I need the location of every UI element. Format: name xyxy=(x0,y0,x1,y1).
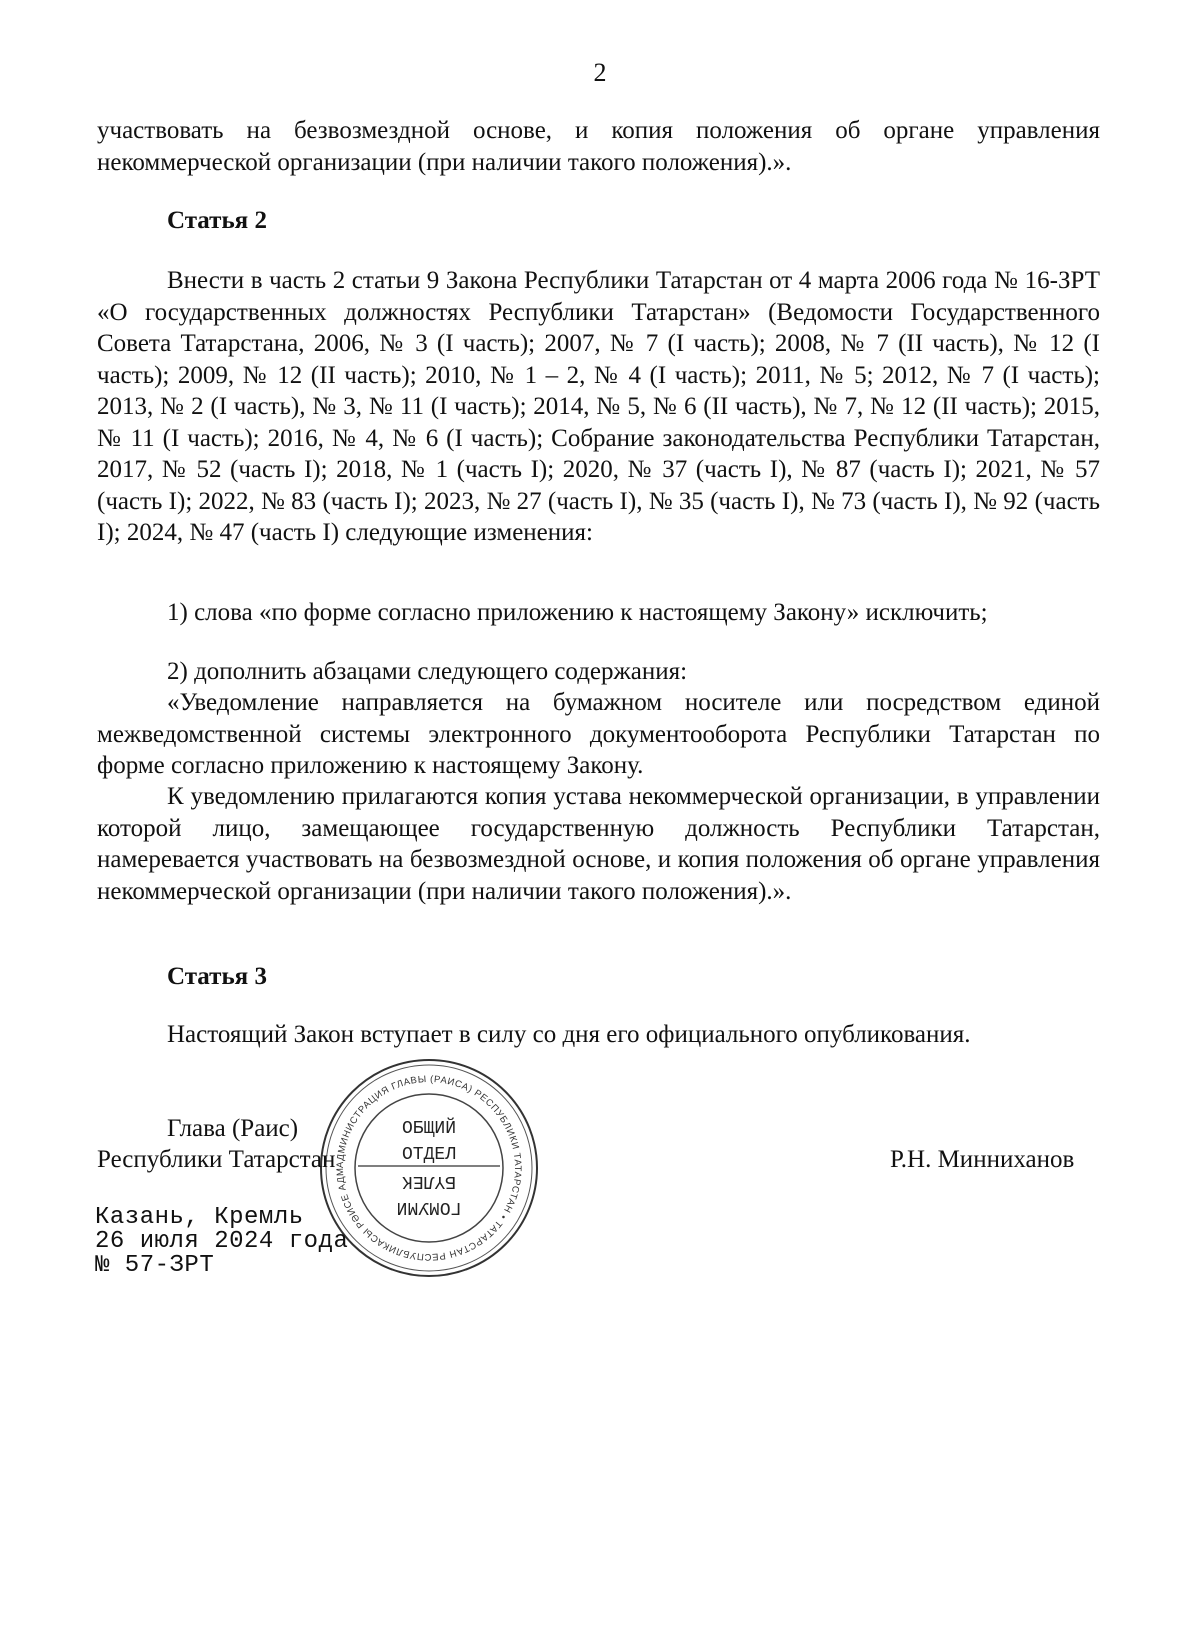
intro-paragraph: участвовать на безвозмездной основе, и копия положения об органе управления некоммерческой организации (при наличии такого положения).». xyxy=(97,117,1100,176)
stamp-law-number: № 57-ЗРТ xyxy=(95,1252,215,1279)
page-number: 2 xyxy=(593,58,607,87)
seal-ring-text: АДМИНИСТРАЦИЯ ГЛАВЫ (РАИСА) РЕСПУБЛИКИ ТАТАРСТАН • ТАТАРСТАН РЕСПУБЛИКАСЫ РӘИСЕ АДМ xyxy=(334,1073,524,1263)
signature-title-line-1: Глава (Раис) xyxy=(167,1115,299,1142)
seal-line-2: ОТДЕЛ xyxy=(401,1145,456,1165)
official-seal xyxy=(318,1057,540,1279)
article-2-quote-2: К уведомлению прилагаются копия устава некоммерческой организации, в управлении которой лицо, замещающее государственную должность Республики Татарстан, намеревается участвовать на безвозмездной основе, и копия положения об органе управления некоммерческой организации (при наличии такого положения).». xyxy=(97,783,1100,905)
article-2-paragraph: Внести в часть 2 статьи 9 Закона Республики Татарстан от 4 марта 2006 года № 16-ЗРТ «О государственных должностях Республики Татарстан» (Ведомости Государственного Совета Татарстана, 2006, № 3 (I часть); 2007, № 7 (I часть); 2008, № 7 (II часть), № 12 (I часть); 2009, № 12 (II часть); 2010, № 1 – 2, № 4 (I часть); 2011, № 5; 2012, № 7 (I часть); 2013, № 2 (I часть), № 3, № 11 (I часть); 2014, № 5, № 6 (II часть), № 7, № 12 (II часть); 2015, № 11 (I часть); 2016, № 4, № 6 (I часть); Собрание законодательства Республики Татарстан, 2017, № 52 (часть I); 2018, № 1 (часть I); 2020, № 37 (часть I), № 87 (часть I); 2021, № 57 (часть I); 2022, № 83 (часть I); 2023, № 27 (часть I), № 35 (часть I), № 73 (часть I), № 92 (часть I); 2024, № 47 (часть I) следующие изменения: xyxy=(97,267,1100,546)
article-2-heading: Статья 2 xyxy=(167,207,267,234)
article-2-item-1: 1) слова «по форме согласно приложению к настоящему Закону» исключить; xyxy=(167,599,988,626)
stamp-date: 26 июля 2024 года xyxy=(95,1228,349,1255)
signature-title-line-2: Республики Татарстан xyxy=(97,1146,336,1173)
stamp-place: Казань, Кремль xyxy=(95,1204,304,1231)
seal-line-1: ОБЩИЙ xyxy=(401,1119,456,1139)
place-date-number-stamp xyxy=(95,1206,348,1278)
article-2-quote-1: «Уведомление направляется на бумажном носителе или посредством единой межведомственной системы электронного документооборота Республики Татарстан по форме согласно приложению к настоящему Закону. xyxy=(97,689,1100,779)
seal-line-4: ГОМУМИ xyxy=(396,1197,462,1217)
article-3-paragraph: Настоящий Закон вступает в силу со дня его официального опубликования. xyxy=(167,1021,971,1048)
article-2-item-2: 2) дополнить абзацами следующего содержания: xyxy=(167,658,688,685)
seal-line-3: БҮЛЕК xyxy=(402,1171,457,1191)
signatory-name: Р.Н. Минниханов xyxy=(890,1146,1075,1173)
article-3-heading: Статья 3 xyxy=(167,963,267,990)
